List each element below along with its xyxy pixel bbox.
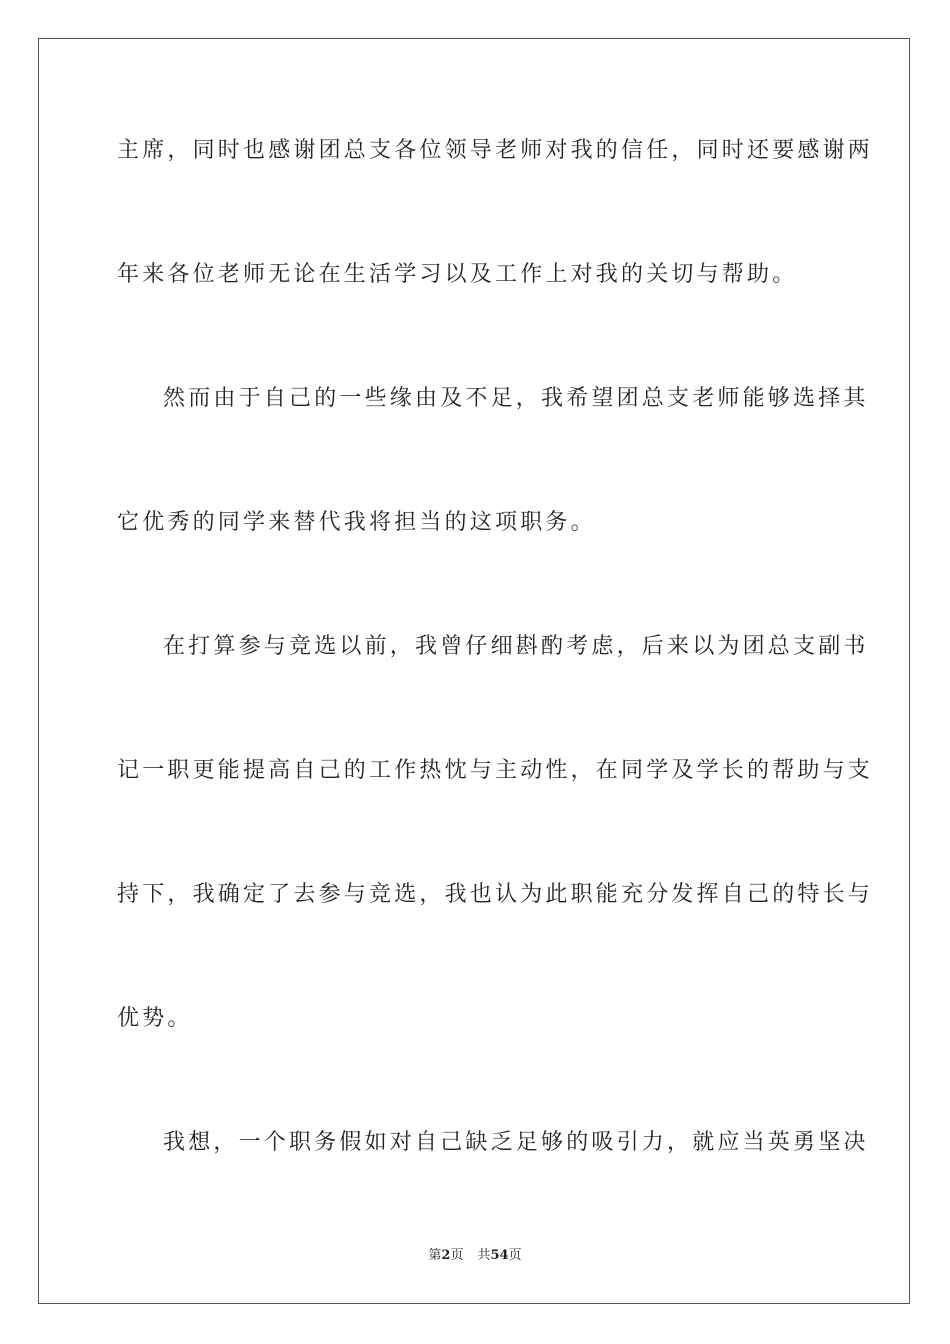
total-label-suffix: 页 (508, 1248, 522, 1263)
total-pages: 54 (490, 1248, 509, 1263)
page-number: 2 (441, 1248, 451, 1263)
body-line-5: 在打算参与竞选以前，我曾仔细斟酌考虑，后来以为团总支副书 (163, 634, 869, 659)
body-line-9: 我想，一个职务假如对自己缺乏足够的吸引力，就应当英勇坚决 (163, 1130, 869, 1155)
page-border (38, 38, 910, 1304)
body-line-4: 它优秀的同学来替代我将担当的这项职务。 (117, 510, 596, 535)
body-line-1: 主席，同时也感谢团总支各位领导老师对我的信任，同时还要感谢两 (117, 138, 874, 163)
total-label-prefix: 共 (477, 1248, 491, 1263)
body-line-3: 然而由于自己的一些缘由及不足，我希望团总支老师能够选择其 (163, 386, 869, 411)
page-label-prefix: 第 (428, 1248, 442, 1263)
page-footer (0, 1247, 950, 1265)
body-line-7: 持下，我确定了去参与竞选，我也认为此职能充分发挥自己的特长与 (117, 882, 874, 907)
body-line-2: 年来各位老师无论在生活学习以及工作上对我的关切与帮助。 (117, 262, 798, 287)
body-line-6: 记一职更能提高自己的工作热忱与主动性，在同学及学长的帮助与支 (117, 758, 874, 783)
page-label-suffix: 页 (450, 1248, 464, 1263)
body-line-8: 优势。 (117, 1006, 193, 1031)
